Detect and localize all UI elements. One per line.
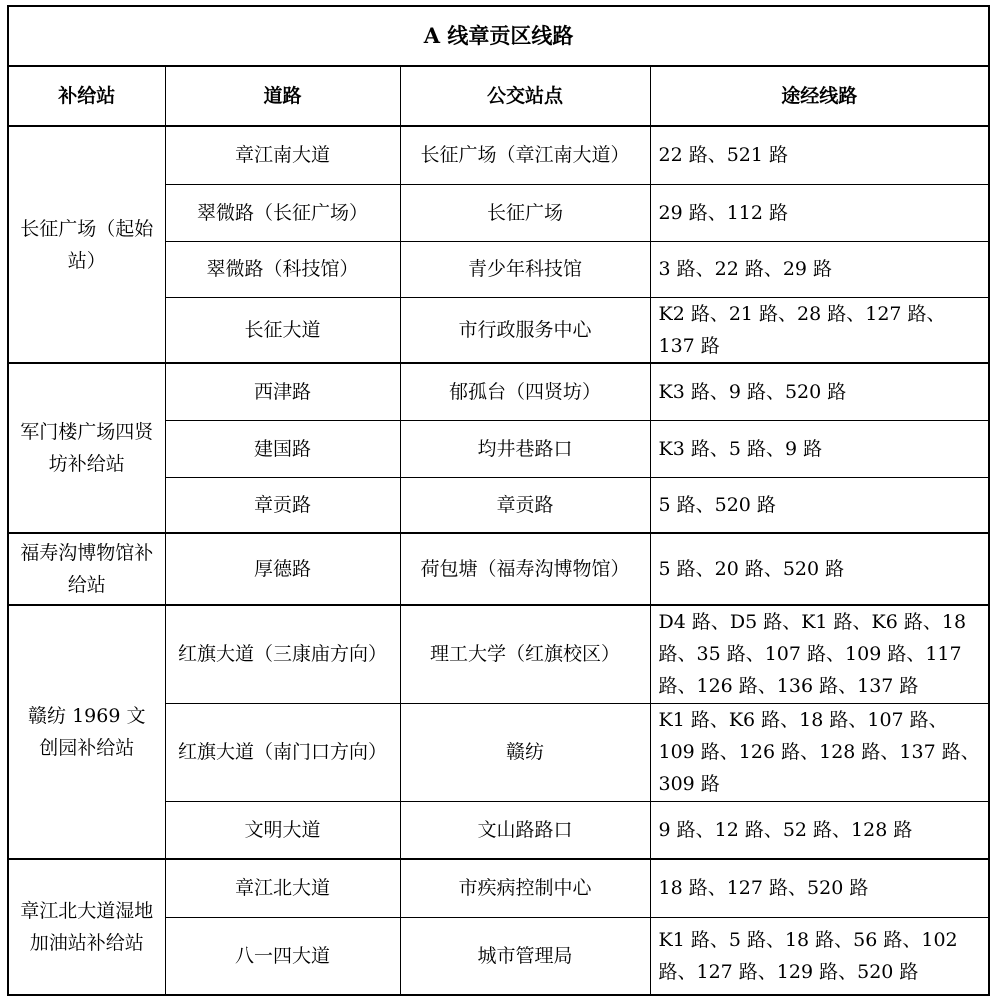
road-cell: 章贡路 <box>165 477 400 533</box>
road-cell: 红旗大道（三康庙方向） <box>165 605 400 703</box>
table-row <box>8 363 989 420</box>
road-cell: 文明大道 <box>165 801 400 859</box>
station-cell: 章江北大道湿地加油站补给站 <box>8 859 165 995</box>
lines-cell: K2 路、21 路、28 路、127 路、137 路 <box>650 297 989 363</box>
road-cell: 翠微路（长征广场） <box>165 184 400 241</box>
header-bus-lines: 途经线路 <box>650 66 989 126</box>
lines-cell: 5 路、520 路 <box>650 477 989 533</box>
road-cell: 八一四大道 <box>165 917 400 995</box>
title-row <box>8 6 989 66</box>
road-cell: 建国路 <box>165 420 400 477</box>
stop-cell: 市行政服务中心 <box>400 297 650 363</box>
table-row <box>8 126 989 184</box>
lines-cell: 9 路、12 路、52 路、128 路 <box>650 801 989 859</box>
road-cell: 红旗大道（南门口方向） <box>165 703 400 801</box>
stop-cell: 市疾病控制中心 <box>400 859 650 917</box>
table-row <box>8 605 989 703</box>
stop-cell: 青少年科技馆 <box>400 241 650 297</box>
stop-cell: 荷包塘（福寿沟博物馆） <box>400 533 650 605</box>
header-road: 道路 <box>165 66 400 126</box>
header-row <box>8 66 989 126</box>
lines-cell: K3 路、5 路、9 路 <box>650 420 989 477</box>
route-table <box>7 5 990 996</box>
stop-cell: 城市管理局 <box>400 917 650 995</box>
stop-cell: 均井巷路口 <box>400 420 650 477</box>
road-cell: 翠微路（科技馆） <box>165 241 400 297</box>
header-bus-stop: 公交站点 <box>400 66 650 126</box>
road-cell: 西津路 <box>165 363 400 420</box>
table-row <box>8 859 989 917</box>
stop-cell: 长征广场（章江南大道） <box>400 126 650 184</box>
table-title: A 线章贡区线路 <box>8 6 989 66</box>
road-cell: 章江北大道 <box>165 859 400 917</box>
header-station: 补给站 <box>8 66 165 126</box>
road-cell: 长征大道 <box>165 297 400 363</box>
lines-cell: K1 路、5 路、18 路、56 路、102 路、127 路、129 路、520 路 <box>650 917 989 995</box>
station-cell: 赣纺 1969 文创园补给站 <box>8 605 165 859</box>
lines-cell: K3 路、9 路、520 路 <box>650 363 989 420</box>
lines-cell: 29 路、112 路 <box>650 184 989 241</box>
stop-cell: 赣纺 <box>400 703 650 801</box>
lines-cell: K1 路、K6 路、18 路、107 路、109 路、126 路、128 路、137 路、309 路 <box>650 703 989 801</box>
stop-cell: 文山路路口 <box>400 801 650 859</box>
road-cell: 章江南大道 <box>165 126 400 184</box>
lines-cell: D4 路、D5 路、K1 路、K6 路、18 路、35 路、107 路、109 路、117 路、126 路、136 路、137 路 <box>650 605 989 703</box>
table-row <box>8 533 989 605</box>
lines-cell: 22 路、521 路 <box>650 126 989 184</box>
road-cell: 厚德路 <box>165 533 400 605</box>
lines-cell: 18 路、127 路、520 路 <box>650 859 989 917</box>
station-cell: 福寿沟博物馆补给站 <box>8 533 165 605</box>
stop-cell: 郁孤台（四贤坊） <box>400 363 650 420</box>
station-cell: 军门楼广场四贤坊补给站 <box>8 363 165 533</box>
stop-cell: 理工大学（红旗校区） <box>400 605 650 703</box>
station-cell: 长征广场（起始站） <box>8 126 165 363</box>
stop-cell: 章贡路 <box>400 477 650 533</box>
stop-cell: 长征广场 <box>400 184 650 241</box>
lines-cell: 3 路、22 路、29 路 <box>650 241 989 297</box>
lines-cell: 5 路、20 路、520 路 <box>650 533 989 605</box>
